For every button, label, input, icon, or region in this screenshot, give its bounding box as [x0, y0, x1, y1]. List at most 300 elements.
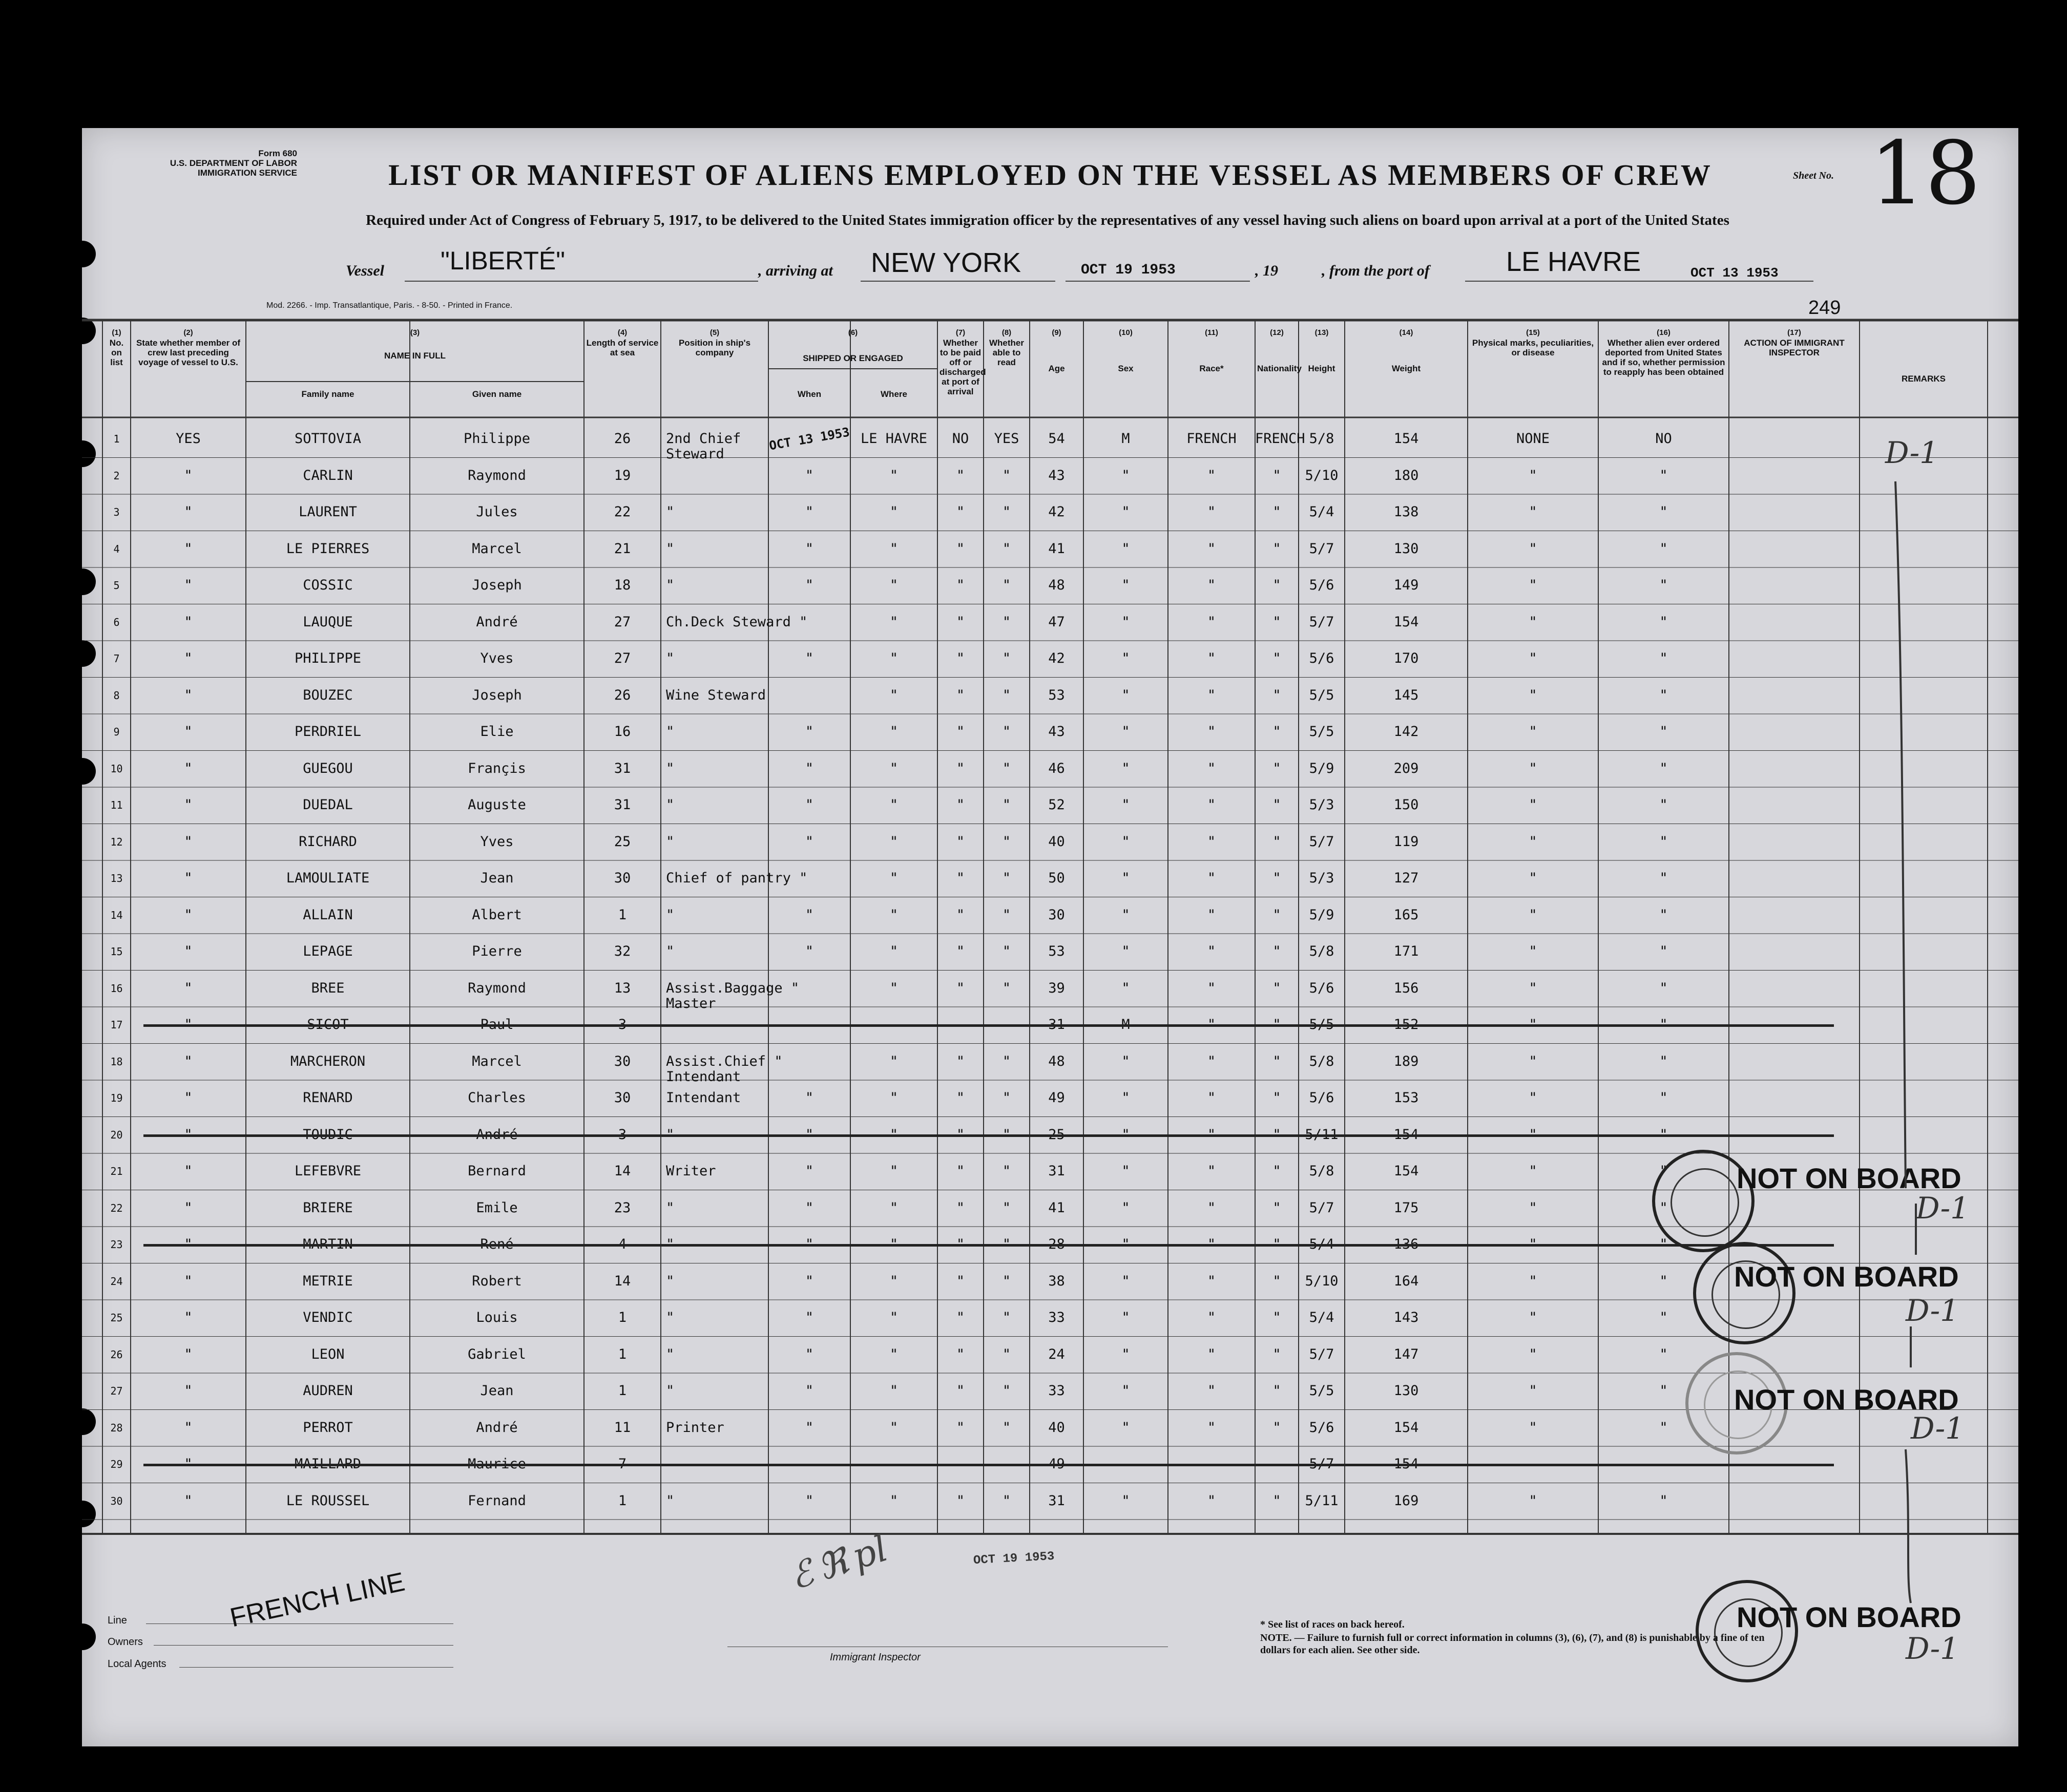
cell-nat: " — [1272, 906, 1281, 923]
cell-given: Raymond — [468, 467, 526, 483]
vessel-label: Vessel — [346, 262, 384, 279]
cell-last: " — [184, 1492, 193, 1509]
cell-n: 24 — [110, 1275, 123, 1288]
cell-ht: 5/10 — [1305, 1273, 1339, 1289]
cell-family: PERDRIEL — [294, 724, 362, 740]
cell-age: 49 — [1048, 1090, 1065, 1106]
cell-paid: " — [956, 1199, 965, 1216]
cell-family: LEON — [311, 1346, 345, 1362]
cell-read: " — [1002, 1090, 1011, 1106]
cell-wt: 170 — [1393, 650, 1419, 666]
cell-ht: 5/6 — [1309, 980, 1334, 996]
cell-read: " — [1002, 1163, 1011, 1179]
cell-ht: 5/6 — [1309, 650, 1334, 666]
cell-where: " — [889, 870, 899, 886]
cell-svc: 25 — [614, 833, 631, 850]
cell-ht: 5/7 — [1309, 614, 1334, 630]
owners-label: Owners — [108, 1636, 143, 1648]
not-on-board-remark: NOT ON BOARD — [1737, 1162, 1961, 1194]
header-remarks: REMARKS — [1902, 374, 1946, 384]
cell-race: " — [1207, 1383, 1216, 1399]
header-c3-given: Given name — [472, 389, 522, 399]
cell-age: 48 — [1048, 577, 1065, 593]
cell-where: " — [889, 1346, 899, 1362]
cell-given: Elie — [480, 724, 514, 740]
cell-wt: 149 — [1393, 577, 1419, 593]
handwritten-d1: D-1 — [1906, 1631, 1959, 1666]
cell-pos2: Master — [666, 995, 716, 1011]
cell-last: " — [184, 1090, 193, 1106]
cell-svc: 1 — [618, 906, 627, 923]
cell-last: " — [184, 614, 193, 630]
cell-race: " — [1207, 467, 1216, 483]
cell-marks: " — [1529, 797, 1537, 813]
cell-svc: 26 — [614, 687, 631, 703]
cell-where: " — [889, 724, 899, 740]
cell-last: " — [184, 687, 193, 703]
header-c12: Nationality — [1257, 364, 1302, 373]
cell-given: Joseph — [472, 687, 522, 703]
header-c2-number: (2) — [183, 328, 193, 337]
cell-marks: " — [1529, 1492, 1537, 1509]
cell-svc: 23 — [614, 1199, 631, 1216]
cell-sex: " — [1121, 1346, 1130, 1362]
cell-age: 47 — [1048, 614, 1065, 630]
cell-svc: 1 — [618, 1310, 627, 1325]
header-c14: Weight — [1391, 364, 1421, 373]
arriving-label: , arriving at — [758, 262, 833, 279]
cell-read: " — [1002, 833, 1011, 850]
cell-race: " — [1207, 943, 1216, 959]
cell-race: " — [1207, 650, 1216, 666]
cell-paid: " — [956, 724, 965, 740]
cell-sex: " — [1121, 797, 1130, 813]
cell-read: " — [1002, 504, 1011, 520]
cell-ht: 5/8 — [1309, 1163, 1334, 1179]
cell-svc: 30 — [614, 870, 631, 886]
line-label: Line — [108, 1615, 127, 1626]
immigration-seal — [1693, 1242, 1795, 1344]
cell-given: André — [476, 1419, 518, 1436]
cell-where: " — [889, 614, 899, 630]
cell-svc: 30 — [614, 1053, 631, 1069]
cell-last: " — [184, 577, 193, 593]
cell-marks: " — [1529, 614, 1537, 630]
cell-pos: " — [666, 760, 675, 776]
cell-sex: " — [1121, 650, 1130, 666]
cell-sex: " — [1121, 760, 1130, 776]
cell-n: 15 — [110, 945, 123, 958]
cell-family: GUEGOU — [303, 760, 353, 776]
cell-when: " — [805, 1383, 814, 1399]
header-c10: Sex — [1118, 364, 1134, 373]
cell-svc: 1 — [618, 1383, 627, 1399]
cell-dep: " — [1659, 504, 1668, 520]
cell-where: " — [889, 1163, 899, 1179]
cell-read: " — [1002, 980, 1011, 996]
cell-paid: " — [956, 760, 965, 776]
cell-last: " — [184, 724, 193, 740]
cell-family: SOTTOVIA — [294, 431, 362, 447]
cell-paid: " — [956, 980, 965, 996]
cell-svc: 14 — [614, 1163, 631, 1179]
cell-age: 53 — [1048, 943, 1065, 959]
cell-race: " — [1207, 1492, 1216, 1509]
cell-where: " — [889, 650, 899, 666]
cell-paid: " — [956, 1163, 965, 1179]
cell-sex: " — [1121, 687, 1130, 703]
cell-race: " — [1207, 504, 1216, 520]
cell-pos: " — [666, 1310, 675, 1325]
handwritten-bracket-lines — [1875, 476, 1936, 1654]
cell-sex: " — [1121, 1419, 1130, 1436]
cell-sex: " — [1121, 504, 1130, 520]
cell-pos: " — [666, 833, 675, 850]
cell-svc: 1 — [618, 1346, 627, 1362]
cell-svc: 19 — [614, 467, 631, 483]
cell-svc: 27 — [614, 650, 631, 666]
document-title: LIST OR MANIFEST OF ALIENS EMPLOYED ON THE VESSEL AS MEMBERS OF CREW — [388, 158, 1712, 192]
cell-given: Yves — [480, 833, 514, 850]
cell-ht: 5/4 — [1309, 1310, 1334, 1325]
header-c9: Age — [1048, 364, 1065, 373]
header-c9-number: (9) — [1052, 328, 1061, 337]
cell-last: " — [184, 797, 193, 813]
cell-age: 33 — [1048, 1310, 1065, 1325]
cell-marks: " — [1529, 504, 1537, 520]
cell-nat: " — [1272, 1090, 1281, 1106]
cell-ht: 5/4 — [1309, 504, 1334, 520]
header-c17: ACTION OF IMMIGRANT INSPECTOR — [1744, 338, 1845, 357]
cell-ht: 5/5 — [1309, 1383, 1334, 1399]
cell-family: BRIERE — [303, 1199, 353, 1216]
cell-last: " — [184, 1163, 193, 1179]
cell-last: " — [184, 1273, 193, 1289]
cell-race: " — [1207, 906, 1216, 923]
year-label: , 19 — [1255, 262, 1278, 279]
cell-race: " — [1207, 980, 1216, 996]
cell-given: Bernard — [468, 1163, 526, 1179]
cell-wt: 171 — [1393, 943, 1419, 959]
cell-when: " — [805, 724, 814, 740]
cell-pos: Writer — [666, 1163, 716, 1179]
header-c6-number: (6) — [848, 328, 858, 337]
header-c14-number: (14) — [1399, 328, 1413, 337]
cell-family: LEPAGE — [303, 943, 353, 959]
cell-svc: 18 — [614, 577, 631, 593]
handwritten-d1: D-1 — [1906, 1293, 1959, 1328]
cell-marks: " — [1529, 943, 1537, 959]
cell-nat: " — [1272, 614, 1281, 630]
cell-last: " — [184, 833, 193, 850]
header-c1: No. on list — [109, 338, 124, 367]
cell-sex: " — [1121, 577, 1130, 593]
cell-read: " — [1002, 1419, 1011, 1436]
cell-given: Françis — [468, 760, 526, 776]
cell-when: " — [805, 906, 814, 923]
cell-nat: " — [1272, 1310, 1281, 1325]
cell-svc: 27 — [614, 614, 631, 630]
cell-sex: " — [1121, 1492, 1130, 1509]
cell-dep: " — [1659, 1383, 1668, 1399]
cell-wt: 175 — [1393, 1199, 1419, 1216]
cell-where: LE HAVRE — [860, 431, 928, 447]
cell-read: " — [1002, 1346, 1011, 1362]
cell-race: " — [1207, 797, 1216, 813]
cell-pos: " — [666, 1492, 675, 1509]
cell-dep: " — [1659, 1273, 1668, 1289]
cell-when: " — [805, 467, 814, 483]
cell-pos: Wine Steward — [666, 687, 766, 703]
cell-wt: 119 — [1393, 833, 1419, 850]
cell-marks: " — [1529, 577, 1537, 593]
cell-sex: " — [1121, 1053, 1130, 1069]
cell-read: " — [1002, 467, 1011, 483]
cell-paid: " — [956, 504, 965, 520]
cell-race: " — [1207, 1053, 1216, 1069]
cell-race: " — [1207, 760, 1216, 776]
cell-read: " — [1002, 1492, 1011, 1509]
printer-note: Mod. 2266. - Imp. Transatlantique, Paris. - 8-50. - Printed in France. — [266, 301, 513, 310]
cell-family: METRIE — [303, 1273, 353, 1289]
cell-wt: 147 — [1393, 1346, 1419, 1362]
header-c4-number: (4) — [617, 328, 628, 337]
cell-ht: 5/7 — [1309, 1346, 1334, 1362]
cell-race: " — [1207, 1346, 1216, 1362]
cell-svc: 30 — [614, 1090, 631, 1106]
header-c15: Physical marks, peculiarities, or disease — [1472, 338, 1594, 357]
cell-when: " — [805, 1090, 814, 1106]
cell-dep: " — [1659, 833, 1668, 850]
cell-paid: " — [956, 870, 965, 886]
cell-ht: 5/6 — [1309, 1419, 1334, 1436]
cell-n: 18 — [110, 1055, 123, 1068]
strike-through-line — [143, 1134, 1834, 1137]
cell-race: " — [1207, 1090, 1216, 1106]
cell-nat: " — [1272, 577, 1281, 593]
cell-nat: " — [1272, 1383, 1281, 1399]
cell-paid: " — [956, 1492, 965, 1509]
cell-n: 1 — [113, 433, 120, 445]
immigrant-inspector-label: Immigrant Inspector — [830, 1652, 921, 1663]
header-c5-number: (5) — [709, 328, 720, 337]
cell-when: " — [805, 1419, 814, 1436]
cell-n: 22 — [110, 1201, 123, 1214]
page-mark: 249 — [1808, 297, 1841, 319]
cell-family: BREE — [311, 980, 345, 996]
cell-age: 24 — [1048, 1346, 1065, 1362]
cell-pos: Intendant — [666, 1090, 741, 1106]
cell-nat: " — [1272, 1163, 1281, 1179]
cell-when: " — [805, 1273, 814, 1289]
cell-nat: " — [1272, 980, 1281, 996]
cell-paid: " — [956, 906, 965, 923]
cell-wt: 164 — [1393, 1273, 1419, 1289]
cell-race: " — [1207, 870, 1216, 886]
cell-age: 48 — [1048, 1053, 1065, 1069]
cell-race: " — [1207, 1419, 1216, 1436]
cell-dep: " — [1659, 1053, 1668, 1069]
header-c6-where: Where — [881, 389, 907, 399]
from-port: LE HAVRE — [1506, 246, 1641, 277]
header-c10-number: (10) — [1119, 328, 1133, 337]
cell-marks: " — [1529, 1163, 1537, 1179]
cell-race: " — [1207, 1199, 1216, 1216]
cell-ht: 5/7 — [1309, 1199, 1334, 1216]
cell-sex: " — [1121, 1383, 1130, 1399]
cell-nat: " — [1272, 870, 1281, 886]
cell-nat: " — [1272, 943, 1281, 959]
cell-marks: " — [1529, 540, 1537, 557]
cell-age: 41 — [1048, 1199, 1065, 1216]
cell-read: " — [1002, 614, 1011, 630]
cell-ht: 5/8 — [1309, 1053, 1334, 1069]
cell-wt: 145 — [1393, 687, 1419, 703]
cell-age: 30 — [1048, 906, 1065, 923]
header-c16: Whether alien ever ordered deported from United States and if so, whether permission to reapply has been obtained — [1602, 338, 1725, 377]
cell-age: 43 — [1048, 724, 1065, 740]
cell-pos: " — [666, 1199, 675, 1216]
cell-age: 42 — [1048, 650, 1065, 666]
cell-where: " — [889, 797, 899, 813]
cell-age: 53 — [1048, 687, 1065, 703]
cell-where: " — [889, 504, 899, 520]
cell-family: LE ROUSSEL — [286, 1492, 370, 1509]
cell-family: ALLAIN — [303, 906, 353, 923]
cell-sex: " — [1121, 870, 1130, 886]
cell-n: 10 — [110, 762, 123, 775]
cell-svc: 22 — [614, 504, 631, 520]
cell-race: " — [1207, 1273, 1216, 1289]
cell-last: " — [184, 1199, 193, 1216]
cell-family: BOUZEC — [303, 687, 353, 703]
cell-where: " — [889, 1199, 899, 1216]
cell-paid: " — [956, 687, 965, 703]
cell-n: 26 — [110, 1348, 123, 1361]
cell-given: Marcel — [472, 1053, 522, 1069]
cell-sex: " — [1121, 833, 1130, 850]
sheet-number-label: Sheet No. — [1793, 170, 1834, 181]
cell-when: " — [805, 540, 814, 557]
cell-n: 29 — [110, 1458, 123, 1470]
cell-last: YES — [176, 431, 201, 447]
cell-svc: 32 — [614, 943, 631, 959]
header-c4: Length of service at sea — [586, 338, 659, 357]
local-agents-value: FRENCH LINE — [227, 1567, 408, 1633]
inspector-signature: ℰ ℜ pl — [785, 1527, 893, 1598]
cell-where: " — [889, 760, 899, 776]
cell-when: " — [805, 1310, 814, 1325]
cell-given: Charles — [468, 1090, 526, 1106]
cell-svc: 26 — [614, 431, 631, 447]
cell-where: " — [889, 1310, 899, 1325]
cell-given: Philippe — [463, 431, 531, 447]
cell-n: 2 — [113, 469, 120, 482]
document-subtitle: Required under Act of Congress of February 5, 1917, to be delivered to the United States immigration officer by the representatives of any vessel having such aliens on board upon arrival at a port of the United States — [366, 212, 1729, 228]
cell-n: 6 — [113, 616, 120, 628]
cell-dep: " — [1659, 1419, 1668, 1436]
cell-given: Gabriel — [468, 1346, 526, 1362]
cell-sex: " — [1121, 467, 1130, 483]
cell-wt: 189 — [1393, 1053, 1419, 1069]
cell-given: Marcel — [472, 540, 522, 557]
cell-n: 28 — [110, 1421, 123, 1434]
header-c2: State whether member of crew last preceding voyage of vessel to U.S. — [136, 338, 241, 367]
cell-paid: " — [956, 1310, 965, 1325]
cell-svc: 16 — [614, 724, 631, 740]
cell-read: " — [1002, 577, 1011, 593]
cell-marks: " — [1529, 833, 1537, 850]
cell-marks: " — [1529, 1053, 1537, 1069]
cell-n: 4 — [113, 542, 120, 555]
header-c6: SHIPPED OR ENGAGED — [803, 353, 903, 363]
cell-where: " — [889, 833, 899, 850]
cell-svc: 14 — [614, 1273, 631, 1289]
cell-marks: NONE — [1516, 431, 1550, 447]
cell-family: VENDIC — [303, 1310, 353, 1325]
cell-marks: " — [1529, 906, 1537, 923]
cell-age: 52 — [1048, 797, 1065, 813]
cell-race: " — [1207, 614, 1216, 630]
cell-wt: 150 — [1393, 797, 1419, 813]
cell-age: 50 — [1048, 870, 1065, 886]
cell-n: 9 — [113, 726, 120, 738]
cell-family: AUDREN — [303, 1383, 353, 1399]
cell-wt: 154 — [1393, 614, 1419, 630]
cell-wt: 156 — [1393, 980, 1419, 996]
cell-read: " — [1002, 540, 1011, 557]
cell-nat: " — [1272, 467, 1281, 483]
cell-n: 23 — [110, 1238, 123, 1251]
cell-paid: " — [956, 797, 965, 813]
cell-wt: 127 — [1393, 870, 1419, 886]
cell-n: 25 — [110, 1312, 123, 1324]
cell-sex: M — [1121, 431, 1130, 447]
cell-family: LAMOULIATE — [286, 870, 370, 886]
cell-where: " — [889, 943, 899, 959]
cell-dep: " — [1659, 614, 1668, 630]
handwritten-d1: D-1 — [1911, 1411, 1965, 1446]
cell-when: " — [805, 1163, 814, 1179]
cell-n: 3 — [113, 506, 120, 518]
header-c3-family: Family name — [301, 389, 354, 399]
cell-read: " — [1002, 1310, 1011, 1325]
cell-svc: 1 — [618, 1492, 627, 1509]
cell-sex: " — [1121, 1163, 1130, 1179]
cell-when: " — [805, 1492, 814, 1509]
cell-ht: 5/3 — [1309, 797, 1334, 813]
cell-given: Robert — [472, 1273, 522, 1289]
cell-ht: 5/7 — [1309, 540, 1334, 557]
cell-read: " — [1002, 870, 1011, 886]
cell-pos: " — [666, 540, 675, 557]
cell-given: Jean — [480, 1383, 514, 1399]
header-c11-number: (11) — [1205, 328, 1218, 337]
cell-age: 39 — [1048, 980, 1065, 996]
cell-marks: " — [1529, 760, 1537, 776]
cell-ht: 5/8 — [1309, 431, 1334, 447]
cell-ht: 5/5 — [1309, 687, 1334, 703]
cell-dep: " — [1659, 577, 1668, 593]
cell-age: 46 — [1048, 760, 1065, 776]
cell-when: " — [805, 943, 814, 959]
cell-nat: " — [1272, 1419, 1281, 1436]
cell-ht: 5/5 — [1309, 724, 1334, 740]
cell-family: LEFEBVRE — [294, 1163, 362, 1179]
cell-sex: " — [1121, 943, 1130, 959]
cell-when: " — [805, 760, 814, 776]
cell-last: " — [184, 650, 193, 666]
